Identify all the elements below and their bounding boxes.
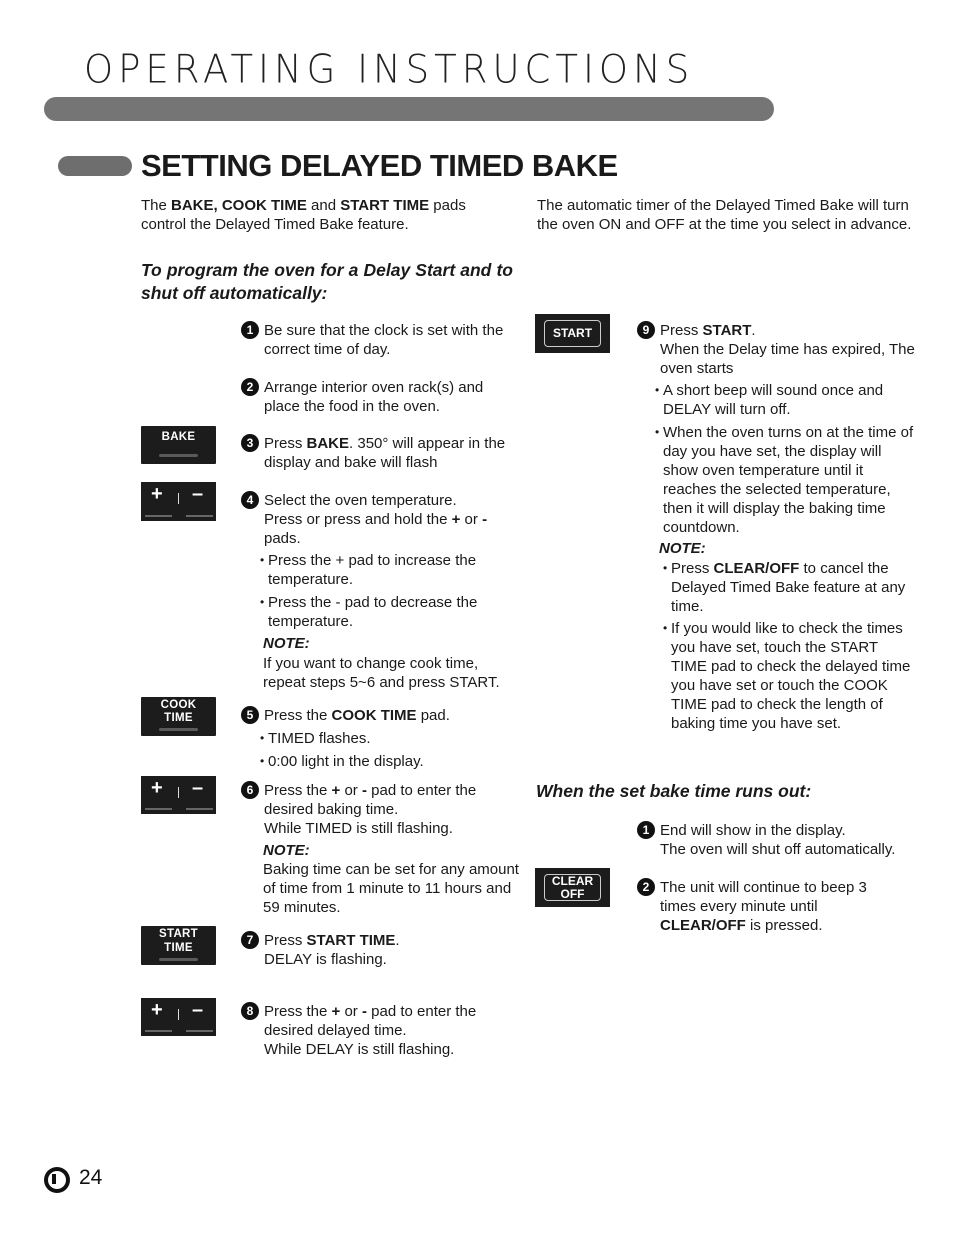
note-bullet-2: • If you would like to check the times you have set, touch the START TIME pad to check the delayed time you have set or touch the COOK TIME pad to check the length of baking time you have set. <box>663 620 911 732</box>
step-number: 8 <box>241 1002 259 1020</box>
start-time-pad: START TIME <box>141 926 216 965</box>
section-title: SETTING DELAYED TIMED BAKE <box>141 148 618 183</box>
step-3: 3 Press BAKE. 350° will appear in the display and bake will flash <box>241 434 521 472</box>
start-pad: START <box>535 314 610 353</box>
step-4-bullet-2: • Press the - pad to decrease the temperature. <box>260 594 478 630</box>
intro-right: The automatic timer of the Delayed Timed Bake will turn the oven ON and OFF at the time you select in advance. <box>537 197 912 233</box>
step-number: 3 <box>241 434 259 452</box>
header-bar <box>44 97 774 121</box>
page-number: 24 <box>79 1166 103 1189</box>
note-heading: NOTE: <box>659 540 706 557</box>
step-number: 1 <box>241 321 259 339</box>
step-7: 7 Press START TIME. DELAY is flashing. <box>241 931 521 969</box>
step-1: 1 Be sure that the clock is set with the correct time of day. <box>241 321 521 359</box>
minus-icon: – <box>192 999 204 1021</box>
plus-icon: + <box>151 999 163 1021</box>
step-number: 6 <box>241 781 259 799</box>
step-number: 9 <box>637 321 655 339</box>
section-marker <box>58 156 132 176</box>
step-9: 9 Press START. When the Delay time has expired, The oven starts <box>637 321 917 378</box>
note-heading: NOTE: <box>263 635 310 652</box>
minus-icon: – <box>192 777 204 799</box>
subhead-runs-out: When the set bake time runs out: <box>536 781 812 801</box>
step-2: 2 Arrange interior oven rack(s) and place the food in the oven. <box>241 378 521 416</box>
step-6: 6 Press the + or - pad to enter the desired baking time. While TIMED is still flashing. <box>241 781 521 838</box>
step-number: 2 <box>241 378 259 396</box>
step-number: 4 <box>241 491 259 509</box>
runs-out-step-1: 1 End will show in the display. The oven will shut off automatically. <box>637 821 927 859</box>
bake-pad: BAKE <box>141 426 216 464</box>
chapter-title: OPERATING INSTRUCTIONS <box>84 46 695 93</box>
plus-minus-pad <box>141 776 216 814</box>
step-number: 7 <box>241 931 259 949</box>
plus-minus-pad <box>141 998 216 1036</box>
minus-icon: – <box>192 483 204 505</box>
note-text: If you want to change cook time, repeat steps 5~6 and press START. <box>263 655 500 691</box>
plus-icon: + <box>151 483 163 505</box>
step-9-bullet-1: • A short beep will sound once and DELAY will turn off. <box>655 382 884 418</box>
note-heading: NOTE: <box>263 842 310 859</box>
step-5-bullet-1: • TIMED flashes. <box>260 730 371 747</box>
clear-off-pad: CLEAR OFF <box>535 868 610 907</box>
step-5: 5 Press the COOK TIME pad. <box>241 706 521 725</box>
runs-out-step-2: 2 The unit will continue to beep 3 times every minute until CLEAR/OFF is pressed. <box>637 878 897 935</box>
plus-icon: + <box>151 777 163 799</box>
lg-logo-icon <box>44 1167 70 1193</box>
step-4: 4 Select the oven temperature. Press or press and hold the + or - pads. <box>241 491 521 548</box>
plus-minus-pad <box>141 482 216 521</box>
step-8: 8 Press the + or - pad to enter the desired delayed time. While DELAY is still flashing. <box>241 1002 521 1059</box>
intro-left: The BAKE, COOK TIME and START TIME pads control the Delayed Timed Bake feature. <box>141 197 466 233</box>
note-text: Baking time can be set for any amount of time from 1 minute to 11 hours and 59 minutes. <box>263 861 519 916</box>
step-number: 5 <box>241 706 259 724</box>
subhead-program: To program the oven for a Delay Start and to shut off automatically: <box>141 260 513 303</box>
cook-time-pad: COOK TIME <box>141 697 216 736</box>
step-number: 2 <box>637 878 655 896</box>
step-number: 1 <box>637 821 655 839</box>
step-5-bullet-2: • 0:00 light in the display. <box>260 753 424 770</box>
step-4-bullet-1: • Press the + pad to increase the temperature. <box>260 552 477 588</box>
note-bullet-1: • Press CLEAR/OFF to cancel the Delayed Timed Bake feature at any time. <box>663 560 906 615</box>
step-9-bullet-2: • When the oven turns on at the time of day you have set, the display will show oven temperature until it reaches the selected temperature, then it will display the baking time countdown. <box>655 424 914 536</box>
